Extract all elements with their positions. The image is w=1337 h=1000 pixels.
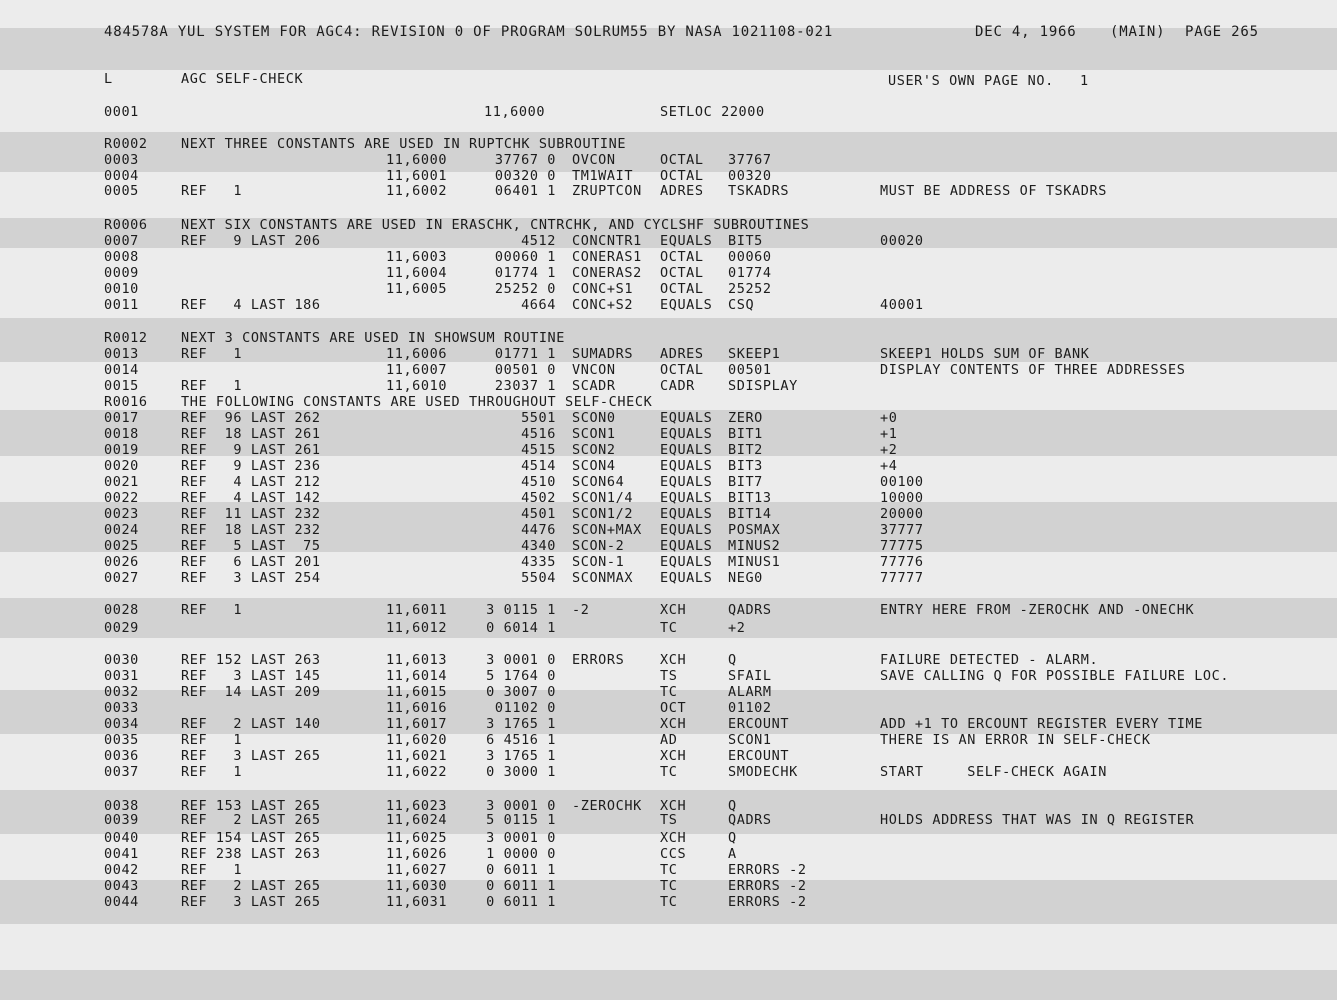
line-0019-seq: 0019 (104, 442, 139, 458)
line-0026-operand: MINUS1 (728, 554, 781, 570)
line-0020-comment: +4 (880, 458, 898, 474)
line-0023-val: 4501 (521, 506, 556, 522)
line-0043-ref: REF 2 LAST 265 (181, 878, 321, 894)
line-0007-val: 4512 (521, 233, 556, 249)
listing-section: (MAIN) (1110, 24, 1166, 40)
line-0029-val: 0 6014 1 (486, 620, 556, 636)
line-0021-seq: 0021 (104, 474, 139, 490)
line-0005-comment: MUST BE ADDRESS OF TSKADRS (880, 183, 1107, 199)
line-0030-val: 3 0001 0 (486, 652, 556, 668)
line-0007-op: EQUALS (660, 233, 713, 249)
line-0014-seq: 0014 (104, 362, 139, 378)
line-0025-ref: REF 5 LAST 75 (181, 538, 321, 554)
line-0030-label: ERRORS (572, 652, 625, 668)
line-0038-label: -ZEROCHK (572, 798, 642, 814)
line-0027-comment: 77777 (880, 570, 924, 586)
line-0004-operand: 00320 (728, 168, 772, 184)
line-0034-op: XCH (660, 716, 687, 732)
line-0044-seq: 0044 (104, 894, 139, 910)
line-0036-op: XCH (660, 748, 687, 764)
line-0005-ref: REF 1 (181, 183, 243, 199)
line-0039-seq: 0039 (104, 812, 139, 828)
line-0036-val: 3 1765 1 (486, 748, 556, 764)
listing-title: 484578A YUL SYSTEM FOR AGC4: REVISION 0 OF PROGRAM SOLRUM55 BY NASA 1021108-021 (104, 24, 834, 40)
line-0035-addr: 11,6020 (386, 732, 448, 748)
line-0022-operand: BIT13 (728, 490, 772, 506)
line-0009-addr: 11,6004 (386, 265, 448, 281)
line-0014-val: 00501 0 (494, 362, 556, 378)
line-0005-label: ZRUPTCON (572, 183, 642, 199)
line-0038-val: 3 0001 0 (486, 798, 556, 814)
line-0038-seq: 0038 (104, 798, 139, 814)
line-0023-op: EQUALS (660, 506, 713, 522)
line-0034-val: 3 1765 1 (486, 716, 556, 732)
line-0029-op: TC (660, 620, 678, 636)
line-0017-operand: ZERO (728, 410, 763, 426)
line-0025-operand: MINUS2 (728, 538, 781, 554)
line-0022-val: 4502 (521, 490, 556, 506)
line-0042-val: 0 6011 1 (486, 862, 556, 878)
line-0033-val: 01102 0 (494, 700, 556, 716)
line-0017-comment: +0 (880, 410, 898, 426)
line-0037-op: TC (660, 764, 678, 780)
line-0028-addr: 11,6011 (386, 602, 448, 618)
line-0013-val: 01771 1 (494, 346, 556, 362)
line-0036-operand: ERCOUNT (728, 748, 790, 764)
line-0024-operand: POSMAX (728, 522, 781, 538)
line-r0006-seq: R0006 (104, 217, 148, 233)
line-0015-operand: SDISPLAY (728, 378, 798, 394)
line-0018-op: EQUALS (660, 426, 713, 442)
line-0004-label: TM1WAIT (572, 168, 634, 184)
line-0033-seq: 0033 (104, 700, 139, 716)
line-0041-op: CCS (660, 846, 687, 862)
line-0018-val: 4516 (521, 426, 556, 442)
line-0024-label: SCON+MAX (572, 522, 642, 538)
line-0003-op: OCTAL (660, 152, 704, 168)
line-0017-seq: 0017 (104, 410, 139, 426)
line-0003-operand: 37767 (728, 152, 772, 168)
line-r0002-seq: R0002 (104, 136, 148, 152)
line-0024-val: 4476 (521, 522, 556, 538)
line-0022-ref: REF 4 LAST 142 (181, 490, 321, 506)
line-0043-val: 0 6011 1 (486, 878, 556, 894)
line-0034-ref: REF 2 LAST 140 (181, 716, 321, 732)
line-0020-seq: 0020 (104, 458, 139, 474)
line-0029-operand: +2 (728, 620, 746, 636)
line-0040-val: 3 0001 0 (486, 830, 556, 846)
line-0015-ref: REF 1 (181, 378, 243, 394)
line-0011-comment: 40001 (880, 297, 924, 313)
line-0005-seq: 0005 (104, 183, 139, 199)
line-0014-comment: DISPLAY CONTENTS OF THREE ADDRESSES (880, 362, 1186, 378)
users-page-number: USER'S OWN PAGE NO. 1 (888, 73, 1089, 89)
line-0027-label: SCONMAX (572, 570, 634, 586)
line-0017-op: EQUALS (660, 410, 713, 426)
line-0033-addr: 11,6016 (386, 700, 448, 716)
line-0032-val: 0 3007 0 (486, 684, 556, 700)
line-0038-op: XCH (660, 798, 687, 814)
line-0032-ref: REF 14 LAST 209 (181, 684, 321, 700)
line-0001-addr: 11,6000 (484, 104, 546, 120)
line-0028-operand: QADRS (728, 602, 772, 618)
line-0005-operand: TSKADRS (728, 183, 790, 199)
line-0011-label: CONC+S2 (572, 297, 634, 313)
line-0042-addr: 11,6027 (386, 862, 448, 878)
line-0015-label: SCADR (572, 378, 616, 394)
line-0037-seq: 0037 (104, 764, 139, 780)
line-0008-val: 00060 1 (494, 249, 556, 265)
line-0015-addr: 11,6010 (386, 378, 448, 394)
line-0026-val: 4335 (521, 554, 556, 570)
line-0042-ref: REF 1 (181, 862, 243, 878)
line-0031-op: TS (660, 668, 678, 684)
line-0022-seq: 0022 (104, 490, 139, 506)
line-0038-operand: Q (728, 798, 737, 814)
line-0034-operand: ERCOUNT (728, 716, 790, 732)
line-0024-op: EQUALS (660, 522, 713, 538)
line-0008-addr: 11,6003 (386, 249, 448, 265)
line-0037-comment: START SELF-CHECK AGAIN (880, 764, 1107, 780)
page-number: PAGE 265 (1185, 24, 1259, 40)
line-0025-val: 4340 (521, 538, 556, 554)
line-0001-seq: 0001 (104, 104, 139, 120)
line-0039-op: TS (660, 812, 678, 828)
line-0031-val: 5 1764 0 (486, 668, 556, 684)
line-0010-label: CONC+S1 (572, 281, 634, 297)
line-0035-op: AD (660, 732, 678, 748)
line-r0006-ref: NEXT SIX CONSTANTS ARE USED IN ERASCHK, CNTRCHK, AND CYCLSHF SUBROUTINES (181, 217, 810, 233)
line-0003-addr: 11,6000 (386, 152, 448, 168)
line-0038-addr: 11,6023 (386, 798, 448, 814)
line-0007-label: CONCNTR1 (572, 233, 642, 249)
line-0013-label: SUMADRS (572, 346, 634, 362)
line-0024-ref: REF 18 LAST 232 (181, 522, 321, 538)
line-0015-op: CADR (660, 378, 695, 394)
line-0023-seq: 0023 (104, 506, 139, 522)
line-0043-operand: ERRORS -2 (728, 878, 807, 894)
line-0004-addr: 11,6001 (386, 168, 448, 184)
line-0021-val: 4510 (521, 474, 556, 490)
line-0031-ref: REF 3 LAST 145 (181, 668, 321, 684)
line-0029-addr: 11,6012 (386, 620, 448, 636)
line-0021-ref: REF 4 LAST 212 (181, 474, 321, 490)
line-0026-op: EQUALS (660, 554, 713, 570)
line-0014-operand: 00501 (728, 362, 772, 378)
line-0025-label: SCON-2 (572, 538, 625, 554)
line-0014-addr: 11,6007 (386, 362, 448, 378)
line-0037-ref: REF 1 (181, 764, 243, 780)
line-0020-val: 4514 (521, 458, 556, 474)
line-0036-addr: 11,6021 (386, 748, 448, 764)
line-0026-seq: 0026 (104, 554, 139, 570)
line-0021-op: EQUALS (660, 474, 713, 490)
line-0015-val: 23037 1 (494, 378, 556, 394)
line-0044-ref: REF 3 LAST 265 (181, 894, 321, 910)
line-0028-label: -2 (572, 602, 590, 618)
line-0020-label: SCON4 (572, 458, 616, 474)
line-0020-ref: REF 9 LAST 236 (181, 458, 321, 474)
line-0043-addr: 11,6030 (386, 878, 448, 894)
line-0033-operand: 01102 (728, 700, 772, 716)
line-0031-addr: 11,6014 (386, 668, 448, 684)
line-0014-label: VNCON (572, 362, 616, 378)
log-marker: L (104, 71, 113, 87)
line-r0002-ref: NEXT THREE CONSTANTS ARE USED IN RUPTCHK SUBROUTINE (181, 136, 627, 152)
line-0034-addr: 11,6017 (386, 716, 448, 732)
line-r0016-seq: R0016 (104, 394, 148, 410)
line-0009-seq: 0009 (104, 265, 139, 281)
line-0010-seq: 0010 (104, 281, 139, 297)
line-0011-val: 4664 (521, 297, 556, 313)
line-0039-operand: QADRS (728, 812, 772, 828)
line-0028-seq: 0028 (104, 602, 139, 618)
line-0032-op: TC (660, 684, 678, 700)
line-0005-val: 06401 1 (494, 183, 556, 199)
line-0020-operand: BIT3 (728, 458, 763, 474)
line-0005-op: ADRES (660, 183, 704, 199)
line-0040-addr: 11,6025 (386, 830, 448, 846)
line-0004-seq: 0004 (104, 168, 139, 184)
line-0013-comment: SKEEP1 HOLDS SUM OF BANK (880, 346, 1090, 362)
line-0022-comment: 10000 (880, 490, 924, 506)
line-0044-addr: 11,6031 (386, 894, 448, 910)
line-0018-ref: REF 18 LAST 261 (181, 426, 321, 442)
line-0032-seq: 0032 (104, 684, 139, 700)
line-0040-op: XCH (660, 830, 687, 846)
line-0008-label: CONERAS1 (572, 249, 642, 265)
line-0031-operand: SFAIL (728, 668, 772, 684)
line-0011-operand: CSQ (728, 297, 755, 313)
line-0019-op: EQUALS (660, 442, 713, 458)
line-0011-op: EQUALS (660, 297, 713, 313)
line-0005-addr: 11,6002 (386, 183, 448, 199)
line-0009-op: OCTAL (660, 265, 704, 281)
line-0041-addr: 11,6026 (386, 846, 448, 862)
line-0009-operand: 01774 (728, 265, 772, 281)
line-0036-seq: 0036 (104, 748, 139, 764)
line-0024-seq: 0024 (104, 522, 139, 538)
line-0028-comment: ENTRY HERE FROM -ZEROCHK AND -ONECHK (880, 602, 1195, 618)
line-0041-val: 1 0000 0 (486, 846, 556, 862)
line-0013-addr: 11,6006 (386, 346, 448, 362)
line-0007-seq: 0007 (104, 233, 139, 249)
line-0019-operand: BIT2 (728, 442, 763, 458)
line-0013-seq: 0013 (104, 346, 139, 362)
line-0019-ref: REF 9 LAST 261 (181, 442, 321, 458)
line-0014-op: OCTAL (660, 362, 704, 378)
line-0011-seq: 0011 (104, 297, 139, 313)
line-0015-seq: 0015 (104, 378, 139, 394)
line-0020-op: EQUALS (660, 458, 713, 474)
line-0027-op: EQUALS (660, 570, 713, 586)
line-0035-val: 6 4516 1 (486, 732, 556, 748)
line-0018-seq: 0018 (104, 426, 139, 442)
line-0009-label: CONERAS2 (572, 265, 642, 281)
line-0004-op: OCTAL (660, 168, 704, 184)
line-0035-seq: 0035 (104, 732, 139, 748)
line-0039-addr: 11,6024 (386, 812, 448, 828)
line-0026-comment: 77776 (880, 554, 924, 570)
line-0010-val: 25252 0 (494, 281, 556, 297)
line-0021-comment: 00100 (880, 474, 924, 490)
line-0035-comment: THERE IS AN ERROR IN SELF-CHECK (880, 732, 1151, 748)
line-r0012-ref: NEXT 3 CONSTANTS ARE USED IN SHOWSUM ROUTINE (181, 330, 566, 346)
line-0040-operand: Q (728, 830, 737, 846)
line-0013-op: ADRES (660, 346, 704, 362)
line-0043-seq: 0043 (104, 878, 139, 894)
line-0041-ref: REF 238 LAST 263 (181, 846, 321, 862)
line-0019-val: 4515 (521, 442, 556, 458)
line-r0012-seq: R0012 (104, 330, 148, 346)
line-0032-addr: 11,6015 (386, 684, 448, 700)
line-0022-op: EQUALS (660, 490, 713, 506)
line-0017-val: 5501 (521, 410, 556, 426)
line-0008-seq: 0008 (104, 249, 139, 265)
line-0039-val: 5 0115 1 (486, 812, 556, 828)
line-0021-label: SCON64 (572, 474, 625, 490)
line-0008-op: OCTAL (660, 249, 704, 265)
line-0030-op: XCH (660, 652, 687, 668)
line-0030-addr: 11,6013 (386, 652, 448, 668)
line-0007-ref: REF 9 LAST 206 (181, 233, 321, 249)
line-0027-seq: 0027 (104, 570, 139, 586)
line-0010-operand: 25252 (728, 281, 772, 297)
line-0034-comment: ADD +1 TO ERCOUNT REGISTER EVERY TIME (880, 716, 1203, 732)
line-0023-comment: 20000 (880, 506, 924, 522)
line-0008-operand: 00060 (728, 249, 772, 265)
line-0027-val: 5504 (521, 570, 556, 586)
line-0035-operand: SCON1 (728, 732, 772, 748)
line-r0016-ref: THE FOLLOWING CONSTANTS ARE USED THROUGHOUT SELF-CHECK (181, 394, 653, 410)
line-0028-op: XCH (660, 602, 687, 618)
line-0033-op: OCT (660, 700, 687, 716)
line-0030-ref: REF 152 LAST 263 (181, 652, 321, 668)
line-0010-addr: 11,6005 (386, 281, 448, 297)
line-0031-comment: SAVE CALLING Q FOR POSSIBLE FAILURE LOC. (880, 668, 1230, 684)
line-0030-seq: 0030 (104, 652, 139, 668)
line-0004-val: 00320 0 (494, 168, 556, 184)
line-0039-comment: HOLDS ADDRESS THAT WAS IN Q REGISTER (880, 812, 1195, 828)
line-0010-op: OCTAL (660, 281, 704, 297)
line-0001-label: SETLOC 22000 (660, 104, 765, 120)
line-0009-val: 01774 1 (494, 265, 556, 281)
line-0003-label: OVCON (572, 152, 616, 168)
line-0030-operand: Q (728, 652, 737, 668)
line-0030-comment: FAILURE DETECTED - ALARM. (880, 652, 1099, 668)
line-0025-comment: 77775 (880, 538, 924, 554)
line-0042-operand: ERRORS -2 (728, 862, 807, 878)
line-0024-comment: 37777 (880, 522, 924, 538)
line-0037-addr: 11,6022 (386, 764, 448, 780)
line-0021-operand: BIT7 (728, 474, 763, 490)
line-0013-ref: REF 1 (181, 346, 243, 362)
line-0003-val: 37767 0 (494, 152, 556, 168)
line-0013-operand: SKEEP1 (728, 346, 781, 362)
line-0039-ref: REF 2 LAST 265 (181, 812, 321, 828)
line-0003-seq: 0003 (104, 152, 139, 168)
line-0044-op: TC (660, 894, 678, 910)
line-0025-op: EQUALS (660, 538, 713, 554)
line-0043-op: TC (660, 878, 678, 894)
line-0042-seq: 0042 (104, 862, 139, 878)
line-0018-comment: +1 (880, 426, 898, 442)
line-0023-operand: BIT14 (728, 506, 772, 522)
line-0044-val: 0 6011 1 (486, 894, 556, 910)
line-0034-seq: 0034 (104, 716, 139, 732)
line-0023-ref: REF 11 LAST 232 (181, 506, 321, 522)
line-0031-seq: 0031 (104, 668, 139, 684)
line-0044-operand: ERRORS -2 (728, 894, 807, 910)
line-0038-ref: REF 153 LAST 265 (181, 798, 321, 814)
line-0007-operand: BIT5 (728, 233, 763, 249)
line-0035-ref: REF 1 (181, 732, 243, 748)
log-section-title: AGC SELF-CHECK (181, 71, 304, 87)
line-0018-operand: BIT1 (728, 426, 763, 442)
line-0026-ref: REF 6 LAST 201 (181, 554, 321, 570)
line-0028-val: 3 0115 1 (486, 602, 556, 618)
line-0037-val: 0 3000 1 (486, 764, 556, 780)
line-0025-seq: 0025 (104, 538, 139, 554)
line-0037-operand: SMODECHK (728, 764, 798, 780)
line-0040-ref: REF 154 LAST 265 (181, 830, 321, 846)
line-0007-comment: 00020 (880, 233, 924, 249)
line-0027-ref: REF 3 LAST 254 (181, 570, 321, 586)
line-0028-ref: REF 1 (181, 602, 243, 618)
line-0011-ref: REF 4 LAST 186 (181, 297, 321, 313)
line-0026-label: SCON-1 (572, 554, 625, 570)
line-0022-label: SCON1/4 (572, 490, 634, 506)
line-0032-operand: ALARM (728, 684, 772, 700)
line-0017-ref: REF 96 LAST 262 (181, 410, 321, 426)
line-0017-label: SCON0 (572, 410, 616, 426)
line-0019-comment: +2 (880, 442, 898, 458)
line-0029-seq: 0029 (104, 620, 139, 636)
line-0019-label: SCON2 (572, 442, 616, 458)
line-0041-seq: 0041 (104, 846, 139, 862)
line-0023-label: SCON1/2 (572, 506, 634, 522)
line-0040-seq: 0040 (104, 830, 139, 846)
line-0018-label: SCON1 (572, 426, 616, 442)
line-0036-ref: REF 3 LAST 265 (181, 748, 321, 764)
listing-date: DEC 4, 1966 (975, 24, 1077, 40)
line-0042-op: TC (660, 862, 678, 878)
line-0041-operand: A (728, 846, 737, 862)
line-0027-operand: NEG0 (728, 570, 763, 586)
